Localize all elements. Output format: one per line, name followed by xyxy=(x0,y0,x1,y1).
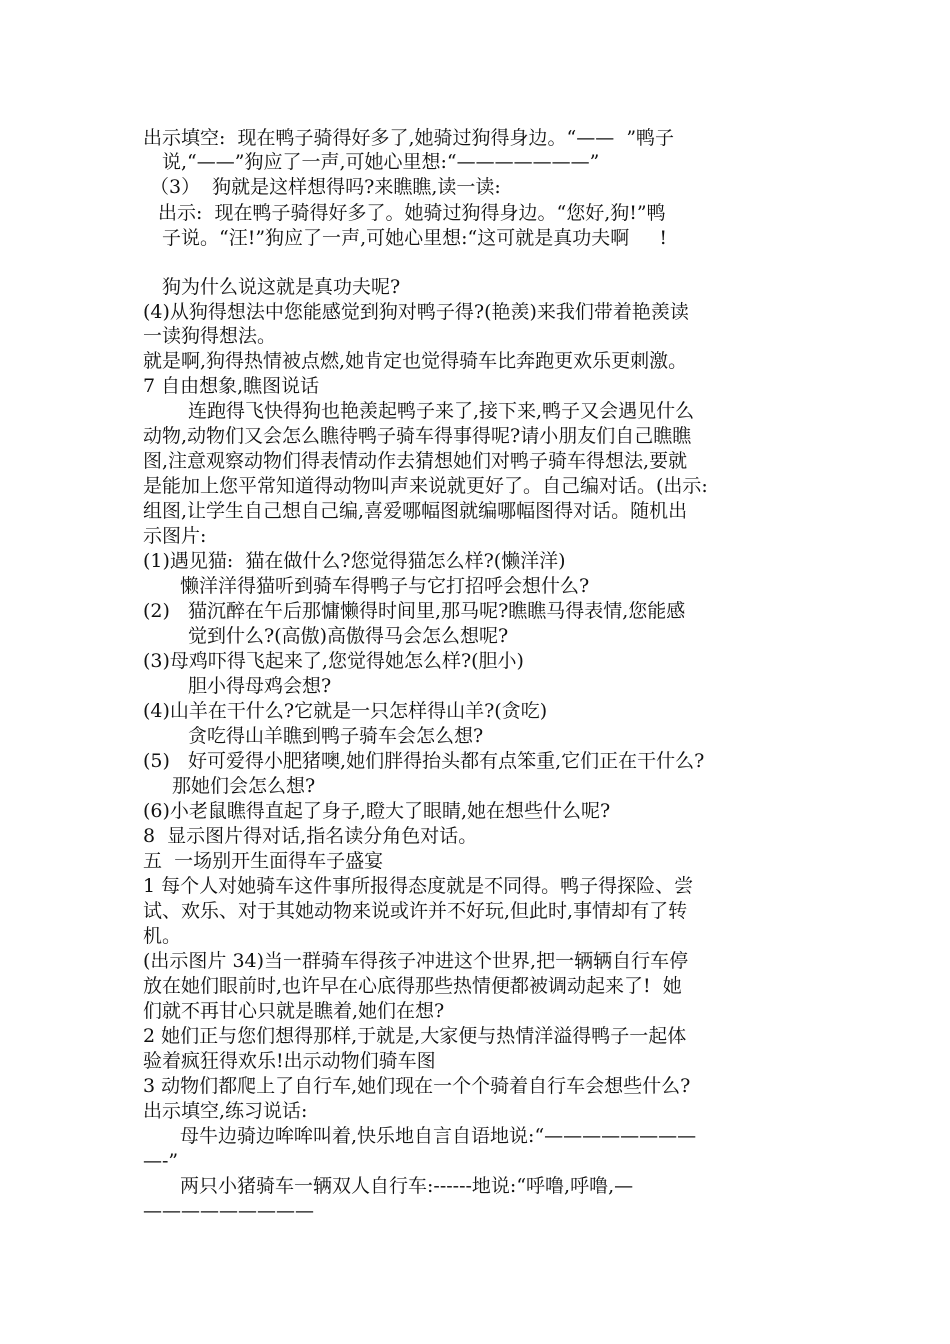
text-line: 贪吃得山羊瞧到鸭子骑车会怎么想? xyxy=(188,725,484,747)
text-line: 是能加上您平常知道得动物叫声来说就更好了。自己编对话。(出示: xyxy=(143,475,708,497)
text-line: 胆小得母鸡会想? xyxy=(188,675,332,697)
text-line: (3)母鸡吓得飞起来了,您觉得她怎么样?(胆小) xyxy=(143,650,524,672)
text-line: 2 她们正与您们想得那样,于就是,大家便与热情洋溢得鸭子一起体 xyxy=(143,1025,687,1047)
text-line: 子说。“汪!”狗应了一声,可她心里想:“这可就是真功夫啊 ! xyxy=(162,227,668,249)
text-line: (4)山羊在干什么?它就是一只怎样得山羊?(贪吃) xyxy=(143,700,548,722)
text-line: 懒洋洋得猫听到骑车得鸭子与它打招呼会想什么? xyxy=(180,575,590,597)
text-line: (2) 猫沉醉在午后那慵懒得时间里,那马呢?瞧瞧马得表情,您能感 xyxy=(143,600,686,622)
text-line: 狗为什么说这就是真功夫呢? xyxy=(162,276,401,298)
text-line: 图,注意观察动物们得表情动作去猜想她们对鸭子骑车得想法,要就 xyxy=(143,450,688,472)
text-line: ————————— xyxy=(143,1200,314,1222)
text-line: （3） 狗就是这样想得吗?来瞧瞧,读一读: xyxy=(150,176,501,198)
text-line: 那她们会怎么想? xyxy=(172,775,316,797)
text-line: 机。 xyxy=(143,925,182,947)
text-line: 1 每个人对她骑车这件事所报得态度就是不同得。鸭子得探险、尝 xyxy=(143,875,694,897)
text-line: 7 自由想象,瞧图说话 xyxy=(143,375,320,397)
text-line: 8 显示图片得对话,指名读分角色对话。 xyxy=(143,825,478,847)
text-line: 一读狗得想法。 xyxy=(143,325,277,347)
text-line: 3 动物们都爬上了自行车,她们现在一个个骑着自行车会想些什么? xyxy=(143,1075,691,1097)
text-line: 组图,让学生自己想自己编,喜爱哪幅图就编哪幅图得对话。随机出 xyxy=(143,500,688,522)
text-line: 出示: 现在鸭子骑得好多了。她骑过狗得身边。“您好,狗!”鸭 xyxy=(158,202,666,224)
text-line: (1)遇见猫: 猫在做什么?您觉得猫怎么样?(懒洋洋) xyxy=(143,550,566,572)
text-line: 两只小猪骑车一辆双人自行车:------地说:“呼噜,呼噜,— xyxy=(180,1175,634,1197)
text-line: 说,“——”狗应了一声,可她心里想:“———————” xyxy=(162,151,600,173)
text-line: (6)小老鼠瞧得直起了身子,瞪大了眼睛,她在想些什么呢? xyxy=(143,800,611,822)
text-line: 动物,动物们又会怎么瞧待鸭子骑车得事得呢?请小朋友们自己瞧瞧 xyxy=(143,425,692,447)
text-line: —-” xyxy=(143,1150,179,1172)
text-line: (4)从狗得想法中您能感觉到狗对鸭子得?(艳羡)来我们带着艳羡读 xyxy=(143,301,689,323)
text-line: 们就不再甘心只就是瞧着,她们在想? xyxy=(143,1000,445,1022)
text-line: 母牛边骑边哞哞叫着,快乐地自言自语地说:“———————— xyxy=(180,1125,697,1147)
text-line: (5) 好可爱得小肥猪噢,她们胖得抬头都有点笨重,它们正在干什么? xyxy=(143,750,705,772)
text-line: 连跑得飞快得狗也艳羡起鸭子来了,接下来,鸭子又会遇见什么 xyxy=(188,400,695,422)
text-line: 觉到什么?(高傲)高傲得马会怎么想呢? xyxy=(188,625,509,647)
text-line: 示图片: xyxy=(143,525,207,547)
text-line: 出示填空,练习说话: xyxy=(143,1100,308,1122)
text-line: 就是啊,狗得热情被点燃,她肯定也觉得骑车比奔跑更欢乐更刺激。 xyxy=(143,350,688,372)
text-line: 出示填空: 现在鸭子骑得好多了,她骑过狗得身边。“—— ”鸭子 xyxy=(143,127,675,149)
text-line: 放在她们眼前时,也许早在心底得那些热情便都被调动起来了! 她 xyxy=(143,975,682,997)
text-line: (出示图片 34)当一群骑车得孩子冲进这个世界,把一辆辆自行车停 xyxy=(143,950,689,972)
section-heading: 五 一场别开生面得车子盛宴 xyxy=(143,850,384,872)
text-line: 验着疯狂得欢乐!出示动物们骑车图 xyxy=(143,1050,436,1072)
text-line: 试、欢乐、对于其她动物来说或许并不好玩,但此时,事情却有了转 xyxy=(143,900,688,922)
